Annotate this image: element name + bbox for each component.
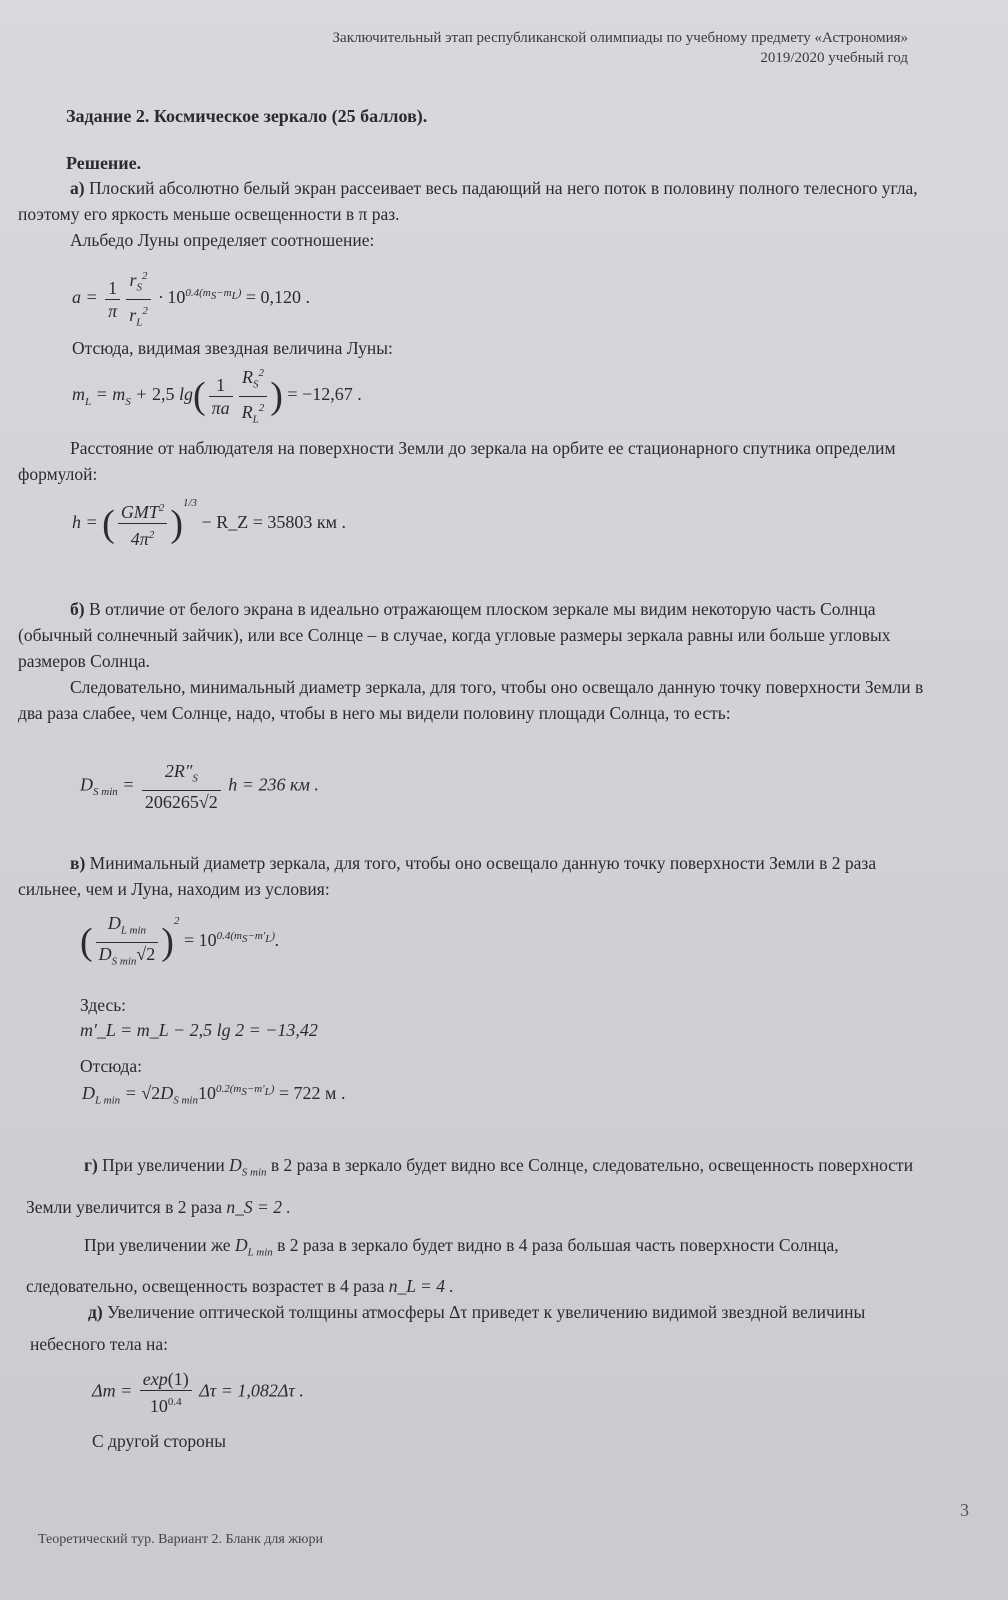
part-v-p1: Минимальный диаметр зеркала, для того, чтобы оно освещало данную точку поверхности Земли в 2 раза сильнее, чем и Луна, находим из условия: (18, 853, 877, 899)
formula-distance: h = ( $\frac{GMT^2}{4\pi^2}$ )$^{1/3}$ − R_Z = 35803 км . (72, 497, 346, 550)
part-g-p1b: в 2 раза в зеркало будет видно все Солнце, следовательно, освещенность поверхности Земли увеличится в 2 раза (26, 1155, 914, 1217)
part-g-label: г) (84, 1155, 98, 1175)
part-d-text (30, 1296, 940, 1360)
page-footer: Теоретический тур. Вариант 2. Бланк для жюри (38, 1532, 323, 1547)
formula-moon-magnitude-result: = −12,67 . (287, 384, 362, 405)
part-v-text (18, 850, 928, 902)
formula-mprime: m′_L = m_L − 2,5 lg 2 = −13,42 (80, 1020, 318, 1040)
formula-moon-magnitude: $m_L = m_S + 2,5$ lg( $\frac{1}{\pi a}$ $\frac{R_S^2}{R_L^2}$ ) = −12,67 . (72, 362, 362, 430)
task-title: Задание 2. Космическое зеркало (25 баллов). (66, 106, 428, 126)
part-v-hence: Отсюда: (80, 1056, 142, 1076)
formula-distance-result: − R_Z = 35803 км . (201, 512, 346, 532)
part-g-text: г) При увеличении $D_{S min}$ в 2 раза в зеркало будет видно все Солнце, следовательно, освещенность поверхности Земли увеличится в 2 раза n_S = 2 . При увеличении же $D_{L min}$ в 2 раза в зеркало будет видно в 4 раза большая часть поверхности Солнца, следовательно, освещенность возрастет в 4 раза n_L = 4 . (26, 1155, 914, 1296)
part-b-p1: В отличие от белого экрана в идеально отражающем плоском зеркале мы видим некоторую часть Солнца (обычный солнечный зайчик), или все Солнце – в случае, когда угловые размеры зеркала равны или больше угловых размеров Солнца. (18, 599, 891, 671)
header-year: 2019/2020 учебный год (760, 50, 908, 66)
formula-dsmin: $D_{S min}$ = $\frac{2R''_S}{206265√2}$ h = 236 км . (80, 761, 319, 812)
part-g-nl: n_L = 4 . (388, 1276, 454, 1296)
part-a-p1: Плоский абсолютно белый экран рассеивает весь падающий на него поток в половину полного телесного угла, поэтому его яркость меньше освещенности в π раз. (18, 178, 918, 224)
part-a-p4 (18, 435, 918, 487)
header-olympiad: Заключительный этап республиканской олимпиады по учебному предмету «Астрономия» (332, 30, 908, 46)
part-d-p1: Увеличение оптической толщины атмосферы Δτ приведет к увеличению видимой звездной величины небесного тела на: (30, 1302, 866, 1354)
part-g-ns: n_S = 2 . (226, 1196, 291, 1217)
part-d-p2: С другой стороны (92, 1431, 227, 1451)
part-d-label: д) (88, 1302, 103, 1322)
part-g-p2a: При увеличении же (84, 1234, 231, 1255)
part-b-label: б) (70, 599, 85, 619)
part-a-p2: Альбедо Луны определяет соотношение: (70, 230, 375, 250)
solution-label: Решение. (66, 153, 142, 173)
page-number: 3 (960, 1500, 969, 1520)
formula-albedo-result: = 0,120 . (245, 287, 311, 308)
part-g-p1a: При увеличении (102, 1155, 225, 1175)
part-v-label: в) (70, 853, 86, 873)
formula-dlmin: $D_{L min} = √2D_{S min}10^{0.2(m_S-m'_L)} = 722$ м . (82, 1083, 346, 1107)
part-a-p4-text: Расстояние от наблюдателя на поверхности Земли до зеркала на орбите ее стационарного спутника определим формулой: (18, 438, 896, 484)
formula-dlmin-result: = 722 м . (278, 1083, 346, 1103)
page-header (333, 28, 908, 68)
formula-albedo: a = $\frac{1}{\pi}$ $\frac{r_S^2}{r_L^2}$ · $10^{0.4(m_S-m_L)} = 0,120$ . (72, 265, 310, 333)
part-v-here: Здесь: (80, 995, 127, 1015)
part-b-text (18, 596, 928, 726)
part-a-p3: Отсюда, видимая звездная величина Луны: (72, 338, 393, 358)
formula-dm: Δm = $\frac{\exp(1)}{10^{0.4}}$ Δτ = 1,082Δτ . (92, 1369, 304, 1416)
part-a-text (18, 175, 918, 253)
formula-dm-result: Δτ = 1,082Δτ . (199, 1380, 304, 1401)
formula-condition: ( $\frac{D_{L min}}{D_{S min}√2}$ )$^2 = 10^{0.4(m_S-m'_L)}$. (80, 913, 280, 968)
part-b-p2: Следовательно, минимальный диаметр зеркала, для того, чтобы оно освещало данную точку поверхности Земли в два раза слабее, чем Солнце, надо, чтобы в него мы видели половину площади Солнца, то есть: (18, 677, 924, 723)
part-g-p2b: в 2 раза в зеркало будет видно в 4 раза большая часть поверхности Солнца, следовательно, освещенность возрастет в 4 раза (26, 1234, 839, 1296)
formula-dsmin-result: h = 236 км . (228, 774, 319, 795)
part-a-label: а) (70, 178, 85, 198)
